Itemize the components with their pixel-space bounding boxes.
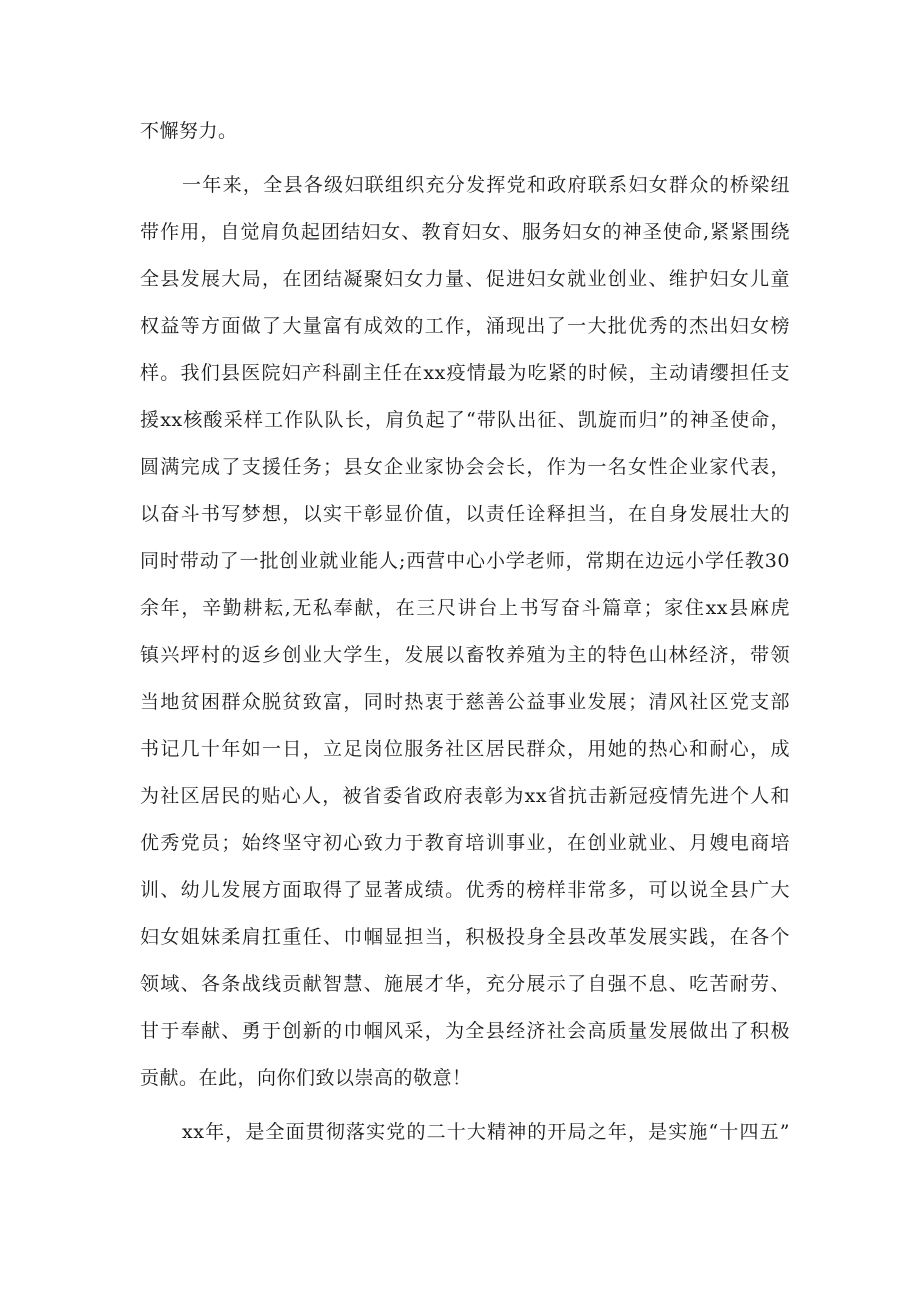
paragraph-line: 妇女姐妹柔肩扛重任、巾帼显担当，积极投身全县改革发展实践，在各个 — [140, 926, 790, 948]
paragraph-line: 同时带动了一批创业就业能人;西营中心小学老师，常期在边远小学任教30 — [140, 550, 790, 572]
paragraph-line: 样。我们县医院妇产科副主任在xx疫情最为吃紧的时候，主动请缨担任支 — [140, 362, 790, 384]
paragraph-line: 全县发展大局，在团结凝聚妇女力量、促进妇女就业创业、维护妇女儿童 — [140, 268, 790, 290]
paragraph-line: 援xx核酸采样工作队队长，肩负起了“带队出征、凯旋而归”的神圣使命， — [140, 409, 790, 431]
paragraph-line: 余年，辛勤耕耘,无私奉献，在三尺讲台上书写奋斗篇章；家住xx县麻虎 — [140, 597, 790, 619]
paragraph-line: 当地贫困群众脱贫致富，同时热衷于慈善公益事业发展；清风社区党支部 — [140, 691, 790, 713]
paragraph-line: 训、幼儿发展方面取得了显著成绩。优秀的榜样非常多，可以说全县广大 — [140, 879, 790, 901]
paragraph-line: 镇兴坪村的返乡创业大学生，发展以畜牧养殖为主的特色山林经济，带领 — [140, 644, 790, 666]
paragraph-line: 圆满完成了支援任务；县女企业家协会会长，作为一名女性企业家代表， — [140, 456, 790, 478]
paragraph-line: 以奋斗书写梦想，以实干彰显价值，以责任诠释担当，在自身发展壮大的 — [140, 503, 790, 525]
paragraph-line: 一年来，全县各级妇联组织充分发挥党和政府联系妇女群众的桥梁纽 — [182, 174, 790, 196]
paragraph-line: 贡献。在此，向你们致以崇高的敬意！ — [140, 1067, 472, 1089]
paragraph-line: 权益等方面做了大量富有成效的工作，涌现出了一大批优秀的杰出妇女榜 — [140, 315, 790, 337]
paragraph-line: 不懈努力。 — [140, 120, 238, 142]
paragraph-line: 带作用，自觉肩负起团结妇女、教育妇女、服务妇女的神圣使命,紧紧围绕 — [140, 221, 790, 243]
paragraph-line: 为社区居民的贴心人，被省委省政府表彰为xx省抗击新冠疫情先进个人和 — [140, 785, 790, 807]
paragraph-line: 优秀党员；始终坚守初心致力于教育培训事业，在创业就业、月嫂电商培 — [140, 832, 790, 854]
paragraph-line: 书记几十年如一日，立足岗位服务社区居民群众，用她的热心和耐心，成 — [140, 738, 790, 760]
paragraph-line: 甘于奉献、勇于创新的巾帼风采，为全县经济社会高质量发展做出了积极 — [140, 1020, 790, 1042]
paragraph-line: xx年，是全面贯彻落实党的二十大精神的开局之年，是实施“十四五” — [182, 1121, 790, 1143]
paragraph-line: 领域、各条战线贡献智慧、施展才华，充分展示了自强不息、吃苦耐劳、 — [140, 973, 790, 995]
